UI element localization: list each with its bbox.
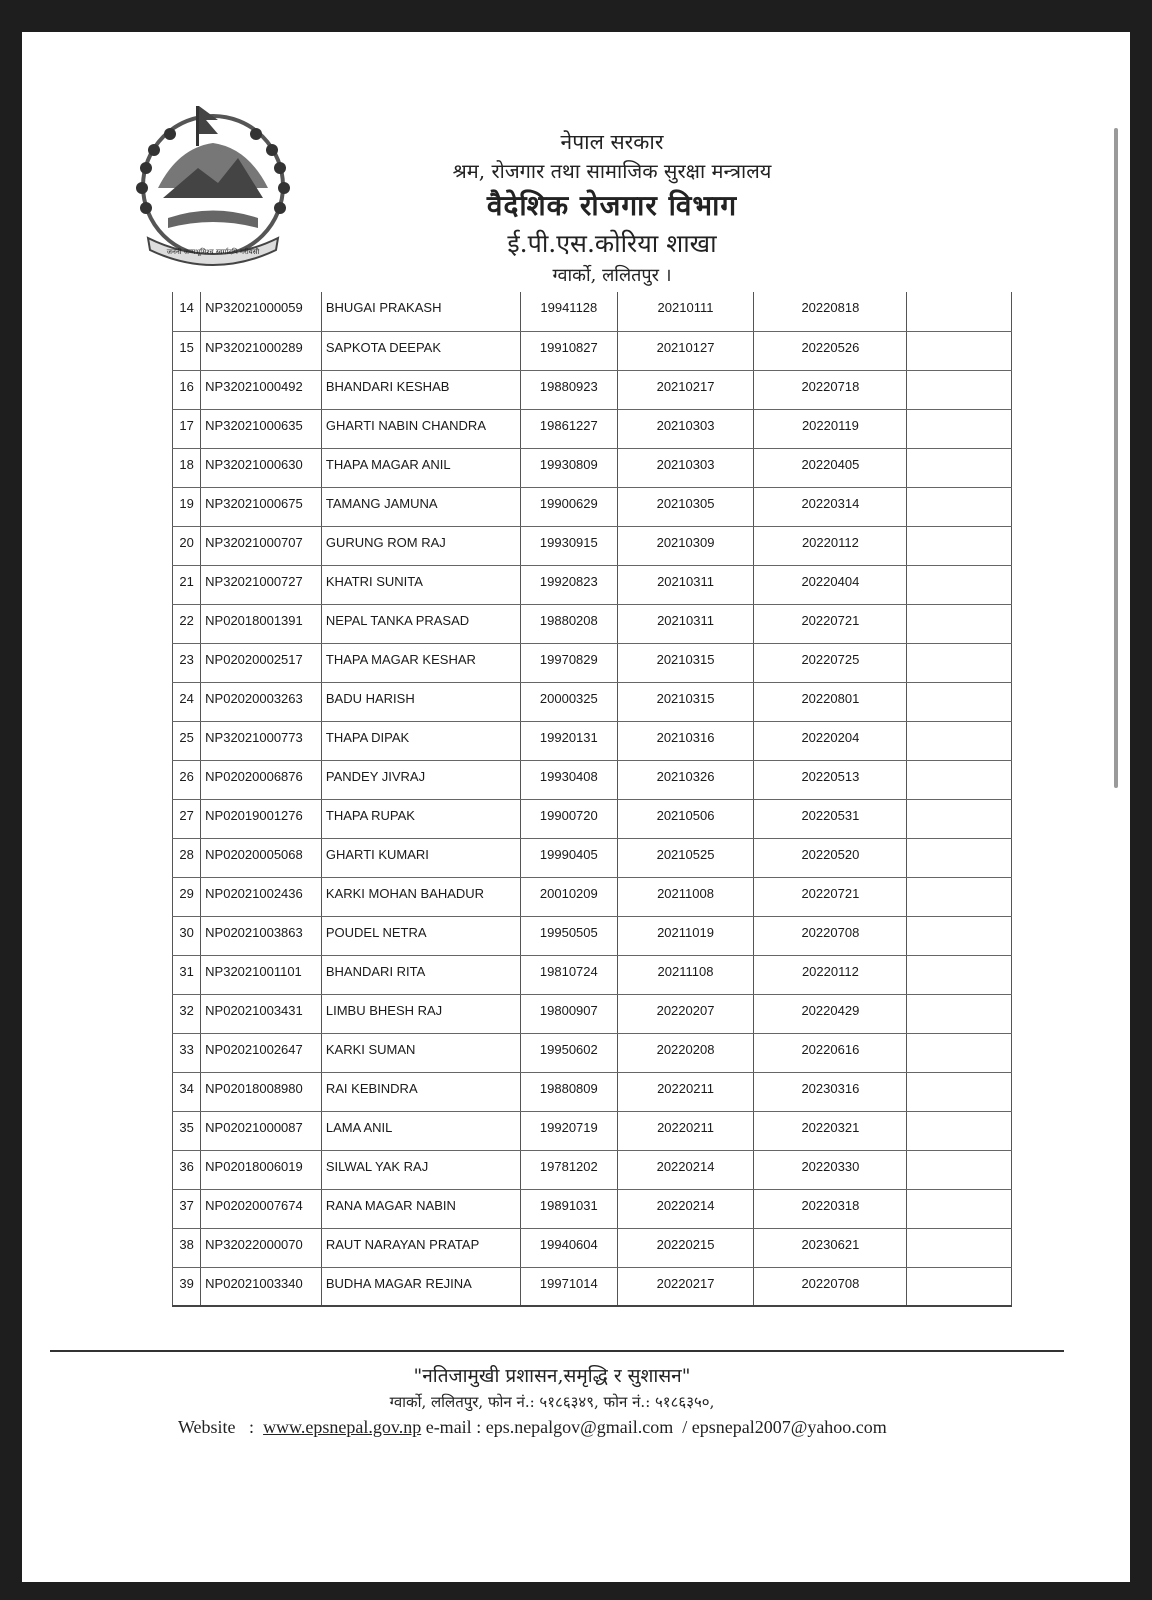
date-column-2: 20210316 <box>617 721 754 760</box>
branch-name: ई.पी.एस.कोरिया शाखा <box>507 229 717 258</box>
registration-id: NP02021002647 <box>201 1033 322 1072</box>
worker-name: THAPA MAGAR KESHAR <box>321 643 520 682</box>
serial-number: 29 <box>173 877 201 916</box>
worker-name: KHATRI SUNITA <box>321 565 520 604</box>
table-row <box>173 799 1012 838</box>
table-row <box>173 1033 1012 1072</box>
date-column-3: 20220429 <box>754 994 907 1033</box>
date-column-3: 20220801 <box>754 682 907 721</box>
date-of-birth: 19930809 <box>521 448 618 487</box>
table-row <box>173 877 1012 916</box>
worker-name: RAUT NARAYAN PRATAP <box>321 1228 520 1267</box>
remarks-cell <box>907 448 1012 487</box>
date-of-birth: 19891031 <box>521 1189 618 1228</box>
remarks-cell <box>907 1189 1012 1228</box>
serial-number: 38 <box>173 1228 201 1267</box>
document-page <box>22 32 1130 1582</box>
email-label: e-mail <box>425 1417 472 1437</box>
remarks-cell <box>907 331 1012 370</box>
serial-number: 35 <box>173 1111 201 1150</box>
date-of-birth: 19930915 <box>521 526 618 565</box>
registration-id: NP32021000635 <box>201 409 322 448</box>
table-row <box>173 682 1012 721</box>
date-of-birth: 19920719 <box>521 1111 618 1150</box>
remarks-cell <box>907 721 1012 760</box>
date-of-birth: 19900629 <box>521 487 618 526</box>
date-column-3: 20220112 <box>754 955 907 994</box>
date-of-birth: 19880208 <box>521 604 618 643</box>
registration-id: NP32021000630 <box>201 448 322 487</box>
table-row <box>173 1228 1012 1267</box>
table-row <box>173 643 1012 682</box>
date-column-3: 20230621 <box>754 1228 907 1267</box>
registration-id: NP32021000492 <box>201 370 322 409</box>
date-column-2: 20210525 <box>617 838 754 877</box>
email-divider: / <box>682 1417 688 1437</box>
registration-id: NP02019001276 <box>201 799 322 838</box>
date-column-2: 20210111 <box>617 292 754 331</box>
date-column-3: 20220818 <box>754 292 907 331</box>
date-column-3: 20220318 <box>754 1189 907 1228</box>
remarks-cell <box>907 487 1012 526</box>
serial-number: 19 <box>173 487 201 526</box>
table-row <box>173 604 1012 643</box>
table-row <box>173 994 1012 1033</box>
date-column-3: 20220708 <box>754 916 907 955</box>
date-column-2: 20210326 <box>617 760 754 799</box>
worker-list-table <box>172 292 1012 1307</box>
worker-name: LIMBU BHESH RAJ <box>321 994 520 1033</box>
footer-divider <box>50 1350 1064 1352</box>
date-of-birth: 19920131 <box>521 721 618 760</box>
worker-name: NEPAL TANKA PRASAD <box>321 604 520 643</box>
date-column-3: 20220526 <box>754 331 907 370</box>
date-column-3: 20220314 <box>754 487 907 526</box>
date-column-2: 20210315 <box>617 682 754 721</box>
serial-number: 36 <box>173 1150 201 1189</box>
date-of-birth: 19861227 <box>521 409 618 448</box>
serial-number: 32 <box>173 994 201 1033</box>
remarks-cell <box>907 838 1012 877</box>
serial-number: 25 <box>173 721 201 760</box>
serial-number: 26 <box>173 760 201 799</box>
remarks-cell <box>907 565 1012 604</box>
registration-id: NP32021000773 <box>201 721 322 760</box>
remarks-cell <box>907 760 1012 799</box>
worker-name: LAMA ANIL <box>321 1111 520 1150</box>
date-of-birth: 19810724 <box>521 955 618 994</box>
registration-id: NP32021000059 <box>201 292 322 331</box>
registration-id: NP02018001391 <box>201 604 322 643</box>
table-row <box>173 760 1012 799</box>
remarks-cell <box>907 643 1012 682</box>
date-column-3: 20220725 <box>754 643 907 682</box>
remarks-cell <box>907 1111 1012 1150</box>
office-address: ग्वार्को, ललितपुर । <box>552 265 672 286</box>
date-column-3: 20220119 <box>754 409 907 448</box>
date-column-3: 20220513 <box>754 760 907 799</box>
scrollbar[interactable] <box>1114 128 1118 788</box>
date-column-3: 20220520 <box>754 838 907 877</box>
date-column-3: 20220404 <box>754 565 907 604</box>
date-of-birth: 19880923 <box>521 370 618 409</box>
worker-name: GHARTI NABIN CHANDRA <box>321 409 520 448</box>
table-row <box>173 1072 1012 1111</box>
website-link[interactable]: www.epsnepal.gov.np <box>263 1417 422 1437</box>
date-column-3: 20220708 <box>754 1267 907 1306</box>
registration-id: NP02021003863 <box>201 916 322 955</box>
registration-id: NP02020005068 <box>201 838 322 877</box>
date-column-2: 20211108 <box>617 955 754 994</box>
remarks-cell <box>907 682 1012 721</box>
date-column-3: 20220330 <box>754 1150 907 1189</box>
worker-name: BHANDARI RITA <box>321 955 520 994</box>
date-of-birth: 19930408 <box>521 760 618 799</box>
ministry-name: श्रम, रोजगार तथा सामाजिक सुरक्षा मन्त्रालय <box>452 159 772 183</box>
remarks-cell <box>907 877 1012 916</box>
table-row <box>173 292 1012 331</box>
remarks-cell <box>907 526 1012 565</box>
registration-id: NP02021002436 <box>201 877 322 916</box>
worker-name: POUDEL NETRA <box>321 916 520 955</box>
serial-number: 22 <box>173 604 201 643</box>
date-column-2: 20211008 <box>617 877 754 916</box>
worker-name: BADU HARISH <box>321 682 520 721</box>
worker-name: TAMANG JAMUNA <box>321 487 520 526</box>
registration-id: NP02018008980 <box>201 1072 322 1111</box>
date-column-3: 20220721 <box>754 877 907 916</box>
remarks-cell <box>907 994 1012 1033</box>
date-column-2: 20210309 <box>617 526 754 565</box>
serial-number: 14 <box>173 292 201 331</box>
table-row <box>173 1111 1012 1150</box>
date-column-2: 20210303 <box>617 448 754 487</box>
table-row <box>173 526 1012 565</box>
serial-number: 24 <box>173 682 201 721</box>
date-of-birth: 20010209 <box>521 877 618 916</box>
serial-number: 17 <box>173 409 201 448</box>
website-separator: : <box>249 1417 255 1437</box>
serial-number: 21 <box>173 565 201 604</box>
worker-name: RANA MAGAR NABIN <box>321 1189 520 1228</box>
email-link-gmail[interactable]: eps.nepalgov@gmail.com <box>485 1417 674 1437</box>
date-column-2: 20220217 <box>617 1267 754 1306</box>
date-column-3: 20220321 <box>754 1111 907 1150</box>
email-link-yahoo[interactable]: epsnepal2007@yahoo.com <box>691 1417 887 1437</box>
date-column-3: 20220718 <box>754 370 907 409</box>
table-row <box>173 1189 1012 1228</box>
date-column-3: 20220616 <box>754 1033 907 1072</box>
serial-number: 31 <box>173 955 201 994</box>
remarks-cell <box>907 370 1012 409</box>
date-column-3: 20220405 <box>754 448 907 487</box>
date-of-birth: 19880809 <box>521 1072 618 1111</box>
date-column-2: 20210127 <box>617 331 754 370</box>
remarks-cell <box>907 1072 1012 1111</box>
date-column-3: 20220204 <box>754 721 907 760</box>
worker-name: KARKI MOHAN BAHADUR <box>321 877 520 916</box>
date-column-3: 20220531 <box>754 799 907 838</box>
serial-number: 27 <box>173 799 201 838</box>
serial-number: 28 <box>173 838 201 877</box>
date-of-birth: 19800907 <box>521 994 618 1033</box>
date-column-2: 20210311 <box>617 604 754 643</box>
serial-number: 39 <box>173 1267 201 1306</box>
registration-id: NP32021000727 <box>201 565 322 604</box>
table-row <box>173 1267 1012 1306</box>
worker-name: BHANDARI KESHAB <box>321 370 520 409</box>
date-of-birth: 19970829 <box>521 643 618 682</box>
remarks-cell <box>907 1228 1012 1267</box>
remarks-cell <box>907 292 1012 331</box>
date-of-birth: 19900720 <box>521 799 618 838</box>
date-of-birth: 19910827 <box>521 331 618 370</box>
date-of-birth: 19950505 <box>521 916 618 955</box>
date-column-2: 20220214 <box>617 1189 754 1228</box>
letterhead <box>352 128 872 290</box>
government-name: नेपाल सरकार <box>560 130 664 154</box>
footer-slogan: "नतिजामुखी प्रशासन,समृद्धि र सुशासन" <box>413 1365 691 1387</box>
serial-number: 16 <box>173 370 201 409</box>
date-of-birth: 20000325 <box>521 682 618 721</box>
remarks-cell <box>907 409 1012 448</box>
date-column-2: 20220214 <box>617 1150 754 1189</box>
registration-id: NP02021000087 <box>201 1111 322 1150</box>
table-row <box>173 370 1012 409</box>
date-column-2: 20210303 <box>617 409 754 448</box>
remarks-cell <box>907 799 1012 838</box>
registration-id: NP02021003431 <box>201 994 322 1033</box>
remarks-cell <box>907 955 1012 994</box>
table-row <box>173 409 1012 448</box>
worker-name: BUDHA MAGAR REJINA <box>321 1267 520 1306</box>
email-separator: : <box>476 1417 482 1437</box>
remarks-cell <box>907 1150 1012 1189</box>
serial-number: 23 <box>173 643 201 682</box>
remarks-cell <box>907 916 1012 955</box>
worker-name: KARKI SUMAN <box>321 1033 520 1072</box>
worker-name: GURUNG ROM RAJ <box>321 526 520 565</box>
remarks-cell <box>907 1033 1012 1072</box>
serial-number: 15 <box>173 331 201 370</box>
worker-name: BHUGAI PRAKASH <box>321 292 520 331</box>
date-column-2: 20210217 <box>617 370 754 409</box>
registration-id: NP02020006876 <box>201 760 322 799</box>
registration-id: NP32021000675 <box>201 487 322 526</box>
date-of-birth: 19950602 <box>521 1033 618 1072</box>
worker-name: GHARTI KUMARI <box>321 838 520 877</box>
registration-id: NP32022000070 <box>201 1228 322 1267</box>
table-row <box>173 955 1012 994</box>
table-row <box>173 331 1012 370</box>
table-row <box>173 565 1012 604</box>
remarks-cell <box>907 1267 1012 1306</box>
date-of-birth: 19971014 <box>521 1267 618 1306</box>
date-column-3: 20220721 <box>754 604 907 643</box>
serial-number: 18 <box>173 448 201 487</box>
worker-name: THAPA DIPAK <box>321 721 520 760</box>
registration-id: NP02020002517 <box>201 643 322 682</box>
registration-id: NP02018006019 <box>201 1150 322 1189</box>
table-row <box>173 916 1012 955</box>
date-of-birth: 19990405 <box>521 838 618 877</box>
date-column-2: 20210506 <box>617 799 754 838</box>
website-label: Website <box>178 1417 236 1437</box>
footer-contact <box>178 1417 1078 1438</box>
date-of-birth: 19920823 <box>521 565 618 604</box>
registration-id: NP02021003340 <box>201 1267 322 1306</box>
registration-id: NP32021000707 <box>201 526 322 565</box>
date-column-2: 20210311 <box>617 565 754 604</box>
date-column-2: 20210305 <box>617 487 754 526</box>
registration-id: NP32021000289 <box>201 331 322 370</box>
serial-number: 30 <box>173 916 201 955</box>
date-column-2: 20210315 <box>617 643 754 682</box>
date-of-birth: 19940604 <box>521 1228 618 1267</box>
department-name: वैदेशिक रोजगार विभाग <box>486 189 738 222</box>
date-column-2: 20211019 <box>617 916 754 955</box>
worker-name: SILWAL YAK RAJ <box>321 1150 520 1189</box>
date-column-2: 20220215 <box>617 1228 754 1267</box>
table-row <box>173 1150 1012 1189</box>
serial-number: 33 <box>173 1033 201 1072</box>
serial-number: 37 <box>173 1189 201 1228</box>
registration-id: NP02020007674 <box>201 1189 322 1228</box>
registration-id: NP02020003263 <box>201 682 322 721</box>
table-row <box>173 838 1012 877</box>
registration-id: NP32021001101 <box>201 955 322 994</box>
date-column-3: 20230316 <box>754 1072 907 1111</box>
date-column-2: 20220211 <box>617 1111 754 1150</box>
date-of-birth: 19941128 <box>521 292 618 331</box>
emblem-motto: जननी जन्मभूमिश्च स्वर्गादपि गरीयसी <box>166 248 260 256</box>
date-column-2: 20220207 <box>617 994 754 1033</box>
worker-name: THAPA RUPAK <box>321 799 520 838</box>
table-row <box>173 721 1012 760</box>
footer-address: ग्वार्को, ललितपुर, फोन नं.: ५१८६३४९, फोन नं.: ५१८६३५०, <box>389 1393 715 1411</box>
remarks-cell <box>907 604 1012 643</box>
worker-name: PANDEY JIVRAJ <box>321 760 520 799</box>
serial-number: 20 <box>173 526 201 565</box>
date-of-birth: 19781202 <box>521 1150 618 1189</box>
date-column-2: 20220208 <box>617 1033 754 1072</box>
serial-number: 34 <box>173 1072 201 1111</box>
worker-name: THAPA MAGAR ANIL <box>321 448 520 487</box>
nepal-emblem-icon <box>118 88 308 278</box>
worker-name: SAPKOTA DEEPAK <box>321 331 520 370</box>
table-row <box>173 487 1012 526</box>
worker-name: RAI KEBINDRA <box>321 1072 520 1111</box>
table-row <box>173 448 1012 487</box>
date-column-2: 20220211 <box>617 1072 754 1111</box>
date-column-3: 20220112 <box>754 526 907 565</box>
